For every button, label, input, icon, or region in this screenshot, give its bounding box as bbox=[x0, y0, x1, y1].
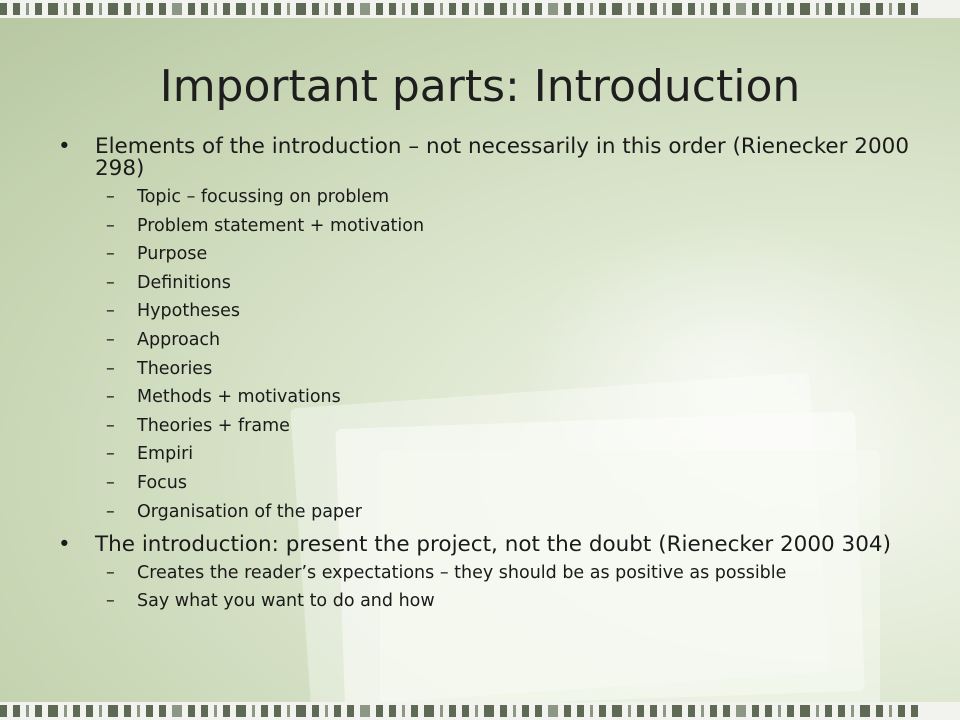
dash-icon: – bbox=[106, 301, 115, 322]
strip-tick bbox=[787, 3, 794, 15]
strip-tick bbox=[825, 705, 832, 717]
strip-tick bbox=[723, 3, 730, 15]
bullet-text: Elements of the introduction – not necessarily in this order (Rienecker 2000 298) bbox=[95, 134, 910, 181]
strip-tick bbox=[663, 705, 666, 717]
strip-tick bbox=[889, 3, 892, 15]
strip-tick bbox=[252, 705, 255, 717]
strip-tick bbox=[599, 3, 606, 15]
strip-tick bbox=[612, 3, 622, 15]
strip-tick bbox=[838, 705, 845, 717]
strip-tick bbox=[816, 705, 819, 717]
strip-tick bbox=[296, 705, 306, 717]
strip-tick bbox=[48, 705, 58, 717]
strip-tick bbox=[449, 705, 456, 717]
strip-tick bbox=[838, 3, 845, 15]
strip-tick bbox=[736, 3, 746, 15]
strip-tick bbox=[898, 3, 905, 15]
strip-tick bbox=[522, 3, 529, 15]
strip-tick bbox=[411, 3, 418, 15]
strip-tick bbox=[424, 3, 434, 15]
sub-item bbox=[106, 388, 918, 407]
sub-item-text: Topic – focussing on problem bbox=[137, 187, 390, 207]
strip-tick bbox=[223, 705, 230, 717]
strip-tick bbox=[672, 3, 682, 15]
strip-tick bbox=[590, 3, 593, 15]
strip-tick bbox=[334, 3, 341, 15]
strip-tick bbox=[201, 705, 208, 717]
dash-icon: – bbox=[106, 472, 115, 493]
strip-tick bbox=[64, 705, 67, 717]
bullet-icon: • bbox=[58, 531, 71, 557]
strip-tick bbox=[663, 3, 666, 15]
dash-icon: – bbox=[106, 187, 115, 207]
strip-tick bbox=[376, 705, 383, 717]
sub-item bbox=[106, 245, 918, 264]
strip-tick bbox=[261, 705, 268, 717]
strip-tick bbox=[752, 3, 759, 15]
strip-tick bbox=[765, 3, 772, 15]
strip-tick bbox=[577, 3, 584, 15]
strip-tick bbox=[500, 3, 507, 15]
strip-tick bbox=[402, 3, 405, 15]
strip-tick bbox=[484, 705, 494, 717]
strip-tick bbox=[312, 3, 319, 15]
strip-tick bbox=[522, 705, 529, 717]
strip-tick bbox=[124, 3, 131, 15]
strip-tick bbox=[261, 3, 268, 15]
strip-tick bbox=[710, 3, 717, 15]
strip-tick bbox=[672, 705, 682, 717]
strip-tick bbox=[99, 705, 102, 717]
strip-tick bbox=[411, 705, 418, 717]
dash-icon: – bbox=[106, 272, 115, 293]
strip-tick bbox=[612, 705, 622, 717]
strip-tick bbox=[26, 3, 29, 15]
strip-tick bbox=[214, 705, 217, 717]
strip-tick bbox=[440, 705, 443, 717]
bullet-icon: • bbox=[58, 134, 71, 159]
strip-tick bbox=[223, 3, 230, 15]
strip-tick bbox=[274, 3, 281, 15]
strip-tick bbox=[334, 705, 341, 717]
strip-tick bbox=[535, 705, 542, 717]
sub-item-text: Empiri bbox=[137, 444, 194, 465]
strip-tick bbox=[800, 3, 810, 15]
slide-title: Important parts: Introduction bbox=[159, 61, 801, 112]
sub-item bbox=[106, 417, 918, 436]
strip-tick bbox=[889, 705, 892, 717]
strip-tick bbox=[360, 705, 370, 717]
sub-item-text: Focus bbox=[137, 472, 187, 493]
sub-item bbox=[106, 302, 918, 321]
strip-tick bbox=[347, 3, 354, 15]
strip-tick bbox=[650, 3, 657, 15]
strip-tick bbox=[462, 705, 469, 717]
sub-item bbox=[106, 331, 918, 350]
bullet-item bbox=[58, 531, 918, 557]
strip-tick bbox=[590, 705, 593, 717]
strip-tick bbox=[500, 705, 507, 717]
strip-tick bbox=[172, 3, 182, 15]
strip-tick bbox=[86, 705, 93, 717]
strip-tick bbox=[159, 705, 166, 717]
strip-tick bbox=[188, 3, 195, 15]
sub-item-text: Approach bbox=[137, 329, 221, 350]
strip-tick bbox=[137, 705, 140, 717]
strip-tick bbox=[800, 705, 810, 717]
dash-icon: – bbox=[106, 415, 115, 436]
strip-tick bbox=[599, 705, 606, 717]
strip-tick bbox=[688, 3, 695, 15]
strip-tick bbox=[449, 3, 456, 15]
bottom-decorative-strip bbox=[0, 702, 960, 720]
bullet-text: The introduction: present the project, not the doubt (Rienecker 2000 304) bbox=[95, 531, 891, 557]
sub-item-text: Creates the reader’s expectations – they should be as positive as possible bbox=[137, 562, 787, 583]
strip-tick bbox=[816, 3, 819, 15]
sub-item-text: Say what you want to do and how bbox=[137, 591, 435, 612]
dash-icon: – bbox=[106, 444, 115, 465]
strip-tick bbox=[376, 3, 383, 15]
strip-tick bbox=[825, 3, 832, 15]
strip-tick bbox=[402, 705, 405, 717]
sub-item-text: Organisation of the paper bbox=[137, 501, 362, 522]
strip-tick bbox=[86, 3, 93, 15]
strip-tick bbox=[201, 3, 208, 15]
sub-item bbox=[106, 503, 918, 522]
strip-tick bbox=[236, 705, 246, 717]
strip-tick bbox=[860, 3, 870, 15]
strip-tick bbox=[0, 705, 7, 717]
strip-tick bbox=[701, 705, 704, 717]
top-decorative-strip bbox=[0, 0, 960, 18]
strip-tick bbox=[577, 705, 584, 717]
strip-tick bbox=[898, 705, 905, 717]
sub-item bbox=[106, 217, 918, 236]
strip-tick bbox=[108, 3, 118, 15]
strip-tick bbox=[0, 3, 7, 15]
strip-tick bbox=[13, 3, 20, 15]
strip-tick bbox=[35, 3, 42, 15]
strip-tick bbox=[99, 3, 102, 15]
strip-tick bbox=[513, 3, 516, 15]
dash-icon: – bbox=[106, 358, 115, 379]
strip-tick bbox=[637, 705, 644, 717]
sub-item bbox=[106, 564, 918, 583]
strip-tick bbox=[860, 705, 870, 717]
dash-icon: – bbox=[106, 591, 115, 612]
strip-tick bbox=[628, 3, 631, 15]
strip-tick bbox=[252, 3, 255, 15]
strip-tick bbox=[548, 705, 558, 717]
strip-tick bbox=[787, 705, 794, 717]
sub-item-text: Methods + motivations bbox=[137, 387, 341, 408]
strip-tick bbox=[851, 3, 854, 15]
strip-tick bbox=[650, 705, 657, 717]
strip-tick bbox=[710, 705, 717, 717]
dash-icon: – bbox=[106, 562, 115, 583]
sub-item-text: Problem statement + motivation bbox=[137, 215, 425, 236]
strip-tick bbox=[214, 3, 217, 15]
strip-tick bbox=[35, 705, 42, 717]
strip-tick bbox=[564, 705, 571, 717]
strip-tick bbox=[296, 3, 306, 15]
strip-tick bbox=[911, 3, 918, 15]
strip-tick bbox=[688, 705, 695, 717]
strip-tick bbox=[360, 3, 370, 15]
sub-item bbox=[106, 360, 918, 379]
strip-tick bbox=[124, 705, 131, 717]
strip-tick bbox=[701, 3, 704, 15]
strip-tick bbox=[287, 705, 290, 717]
strip-tick bbox=[287, 3, 290, 15]
strip-tick bbox=[146, 705, 153, 717]
strip-tick bbox=[236, 3, 246, 15]
strip-tick bbox=[325, 705, 328, 717]
strip-tick bbox=[752, 705, 759, 717]
strip-tick bbox=[389, 3, 396, 15]
strip-tick bbox=[26, 705, 29, 717]
strip-tick bbox=[325, 3, 328, 15]
dash-icon: – bbox=[106, 387, 115, 408]
sub-item bbox=[106, 445, 918, 464]
strip-tick bbox=[876, 705, 883, 717]
strip-tick bbox=[159, 3, 166, 15]
strip-tick bbox=[723, 705, 730, 717]
strip-tick bbox=[778, 705, 781, 717]
strip-tick bbox=[64, 3, 67, 15]
strip-tick bbox=[851, 705, 854, 717]
strip-tick bbox=[535, 3, 542, 15]
strip-tick bbox=[108, 705, 118, 717]
dash-icon: – bbox=[106, 501, 115, 522]
sub-item-text: Theories bbox=[137, 358, 213, 379]
strip-tick bbox=[13, 705, 20, 717]
strip-tick bbox=[484, 3, 494, 15]
strip-tick bbox=[347, 705, 354, 717]
strip-tick bbox=[137, 3, 140, 15]
sub-item-text: Hypotheses bbox=[137, 301, 241, 322]
sub-item bbox=[106, 188, 918, 207]
strip-tick bbox=[548, 3, 558, 15]
strip-tick bbox=[475, 705, 478, 717]
sub-item-text: Definitions bbox=[137, 272, 231, 293]
strip-tick bbox=[312, 705, 319, 717]
strip-tick bbox=[462, 3, 469, 15]
strip-tick bbox=[564, 3, 571, 15]
strip-tick bbox=[911, 705, 918, 717]
strip-tick bbox=[73, 3, 80, 15]
strip-tick bbox=[778, 3, 781, 15]
dash-icon: – bbox=[106, 215, 115, 236]
slide-body bbox=[58, 136, 918, 621]
strip-tick bbox=[637, 3, 644, 15]
strip-tick bbox=[389, 705, 396, 717]
bullet-item bbox=[58, 136, 918, 180]
strip-tick bbox=[765, 705, 772, 717]
sub-item bbox=[106, 474, 918, 493]
sub-item-text: Theories + frame bbox=[137, 415, 290, 436]
sub-item-text: Purpose bbox=[137, 244, 208, 265]
strip-tick bbox=[48, 3, 58, 15]
strip-tick bbox=[188, 705, 195, 717]
strip-tick bbox=[146, 3, 153, 15]
strip-tick bbox=[172, 705, 182, 717]
strip-tick bbox=[876, 3, 883, 15]
strip-tick bbox=[628, 705, 631, 717]
strip-tick bbox=[513, 705, 516, 717]
strip-tick bbox=[736, 705, 746, 717]
sub-item bbox=[106, 274, 918, 293]
sub-item bbox=[106, 592, 918, 611]
dash-icon: – bbox=[106, 244, 115, 265]
strip-tick bbox=[73, 705, 80, 717]
strip-tick bbox=[475, 3, 478, 15]
strip-tick bbox=[440, 3, 443, 15]
dash-icon: – bbox=[106, 329, 115, 350]
strip-tick bbox=[274, 705, 281, 717]
strip-tick bbox=[424, 705, 434, 717]
